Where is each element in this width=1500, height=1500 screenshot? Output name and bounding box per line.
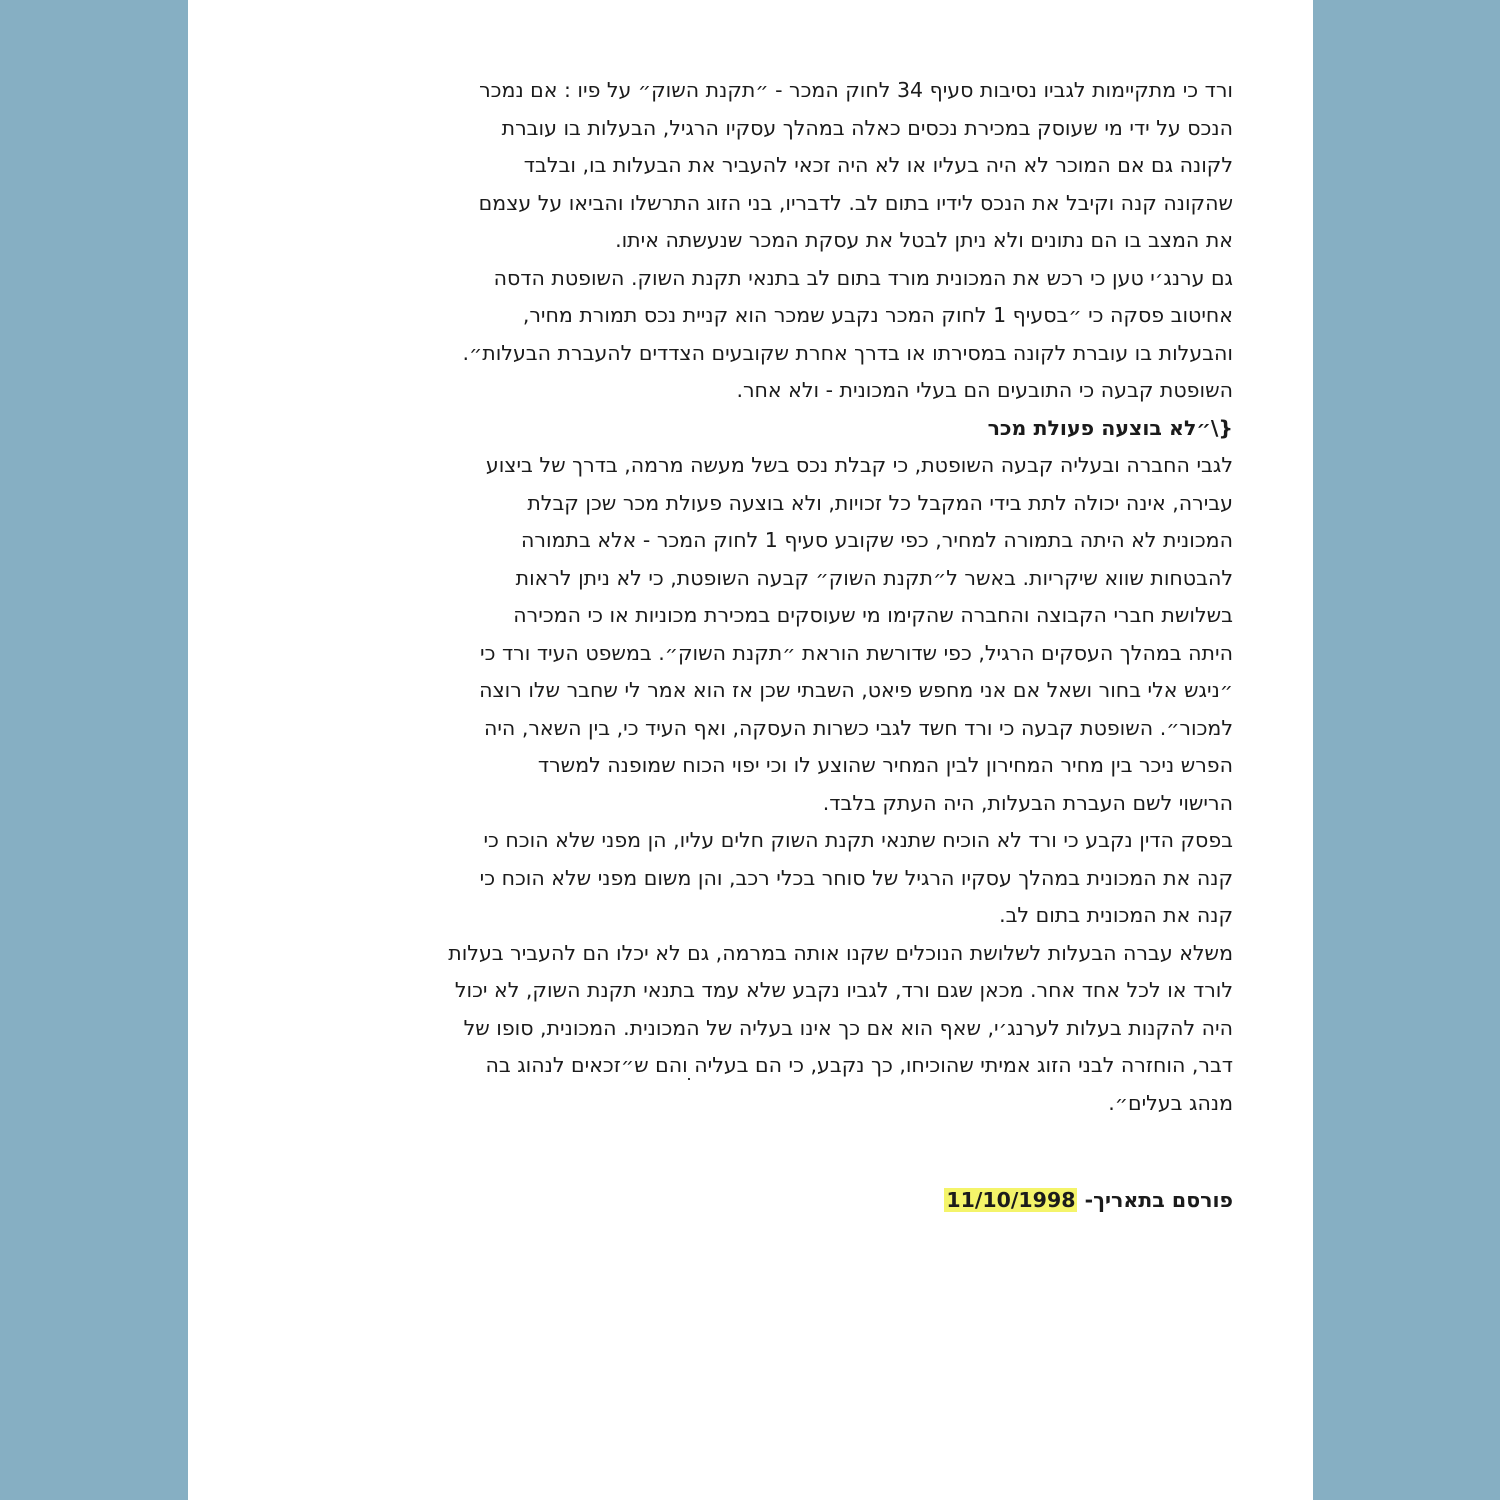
text-line: בפסק הדין נקבע כי ורד לא הוכיח שתנאי תקנת השוק חלים עליו, הן מפני שלא הוכח כי (483, 828, 1233, 852)
text-line: את המצב בו הם נתונים ולא ניתן לבטל את עסקת המכר שנעשתה איתו. (615, 228, 1233, 252)
text-line: היה להקנות בעלות לערנג׳י, שאף הוא אם כך אינו בעליה של המכונית. המכונית, סופו של (463, 1015, 1233, 1040)
text-line: אחיטוב פסקה כי ״בסעיף 1 לחוק המכר נקבע שמכר הוא קניית נכס תמורת מחיר, (522, 303, 1233, 327)
text-line: שהקונה קנה וקיבל את הנכס לידיו בתום לב. לדבריו, בני הזוג התרשלו והביאו על עצמם (478, 190, 1233, 215)
text-line: קנה את המכונית במהלך עסקיו הרגיל של סוחר בכלי רכב, והן משום מפני שלא הוכח כי (479, 865, 1233, 890)
text-line: דבר, הוחזרה לבני הזוג אמיתי שהוכיחו, כך נקבע, כי הם בעליה והם ש״זכאים לנהוג בה (485, 1053, 1233, 1077)
published-date-highlight: 11/10/1998 (946, 1188, 1076, 1212)
text-line: השופטת קבעה כי התובעים הם בעלי המכונית - ולא אחר. (736, 378, 1233, 402)
spacer (228, 1122, 1233, 1182)
text-line: היתה במהלך העסקים הרגיל, כפי שדורשת הוראת ״תקנת השוק״. במשפט העיד ורד כי (480, 640, 1233, 665)
published-label: פורסם בתאריך- (1084, 1188, 1233, 1212)
text-line: קנה את המכונית בתום לב. (999, 903, 1233, 927)
text-line: והבעלות בו עוברת לקונה במסירתו או בדרך אחרת שקובעים הצדדים להעברת הבעלות״. (462, 340, 1233, 365)
article-body (228, 72, 1233, 1220)
text-line: הרישוי לשם העברת הבעלות, היה העתק בלבד. (822, 790, 1233, 815)
text-line: עבירה, אינה יכולה לתת בידי המקבל כל זכויות, ולא בוצעה פעולת מכר שכן קבלת (527, 490, 1233, 515)
scan-speck (688, 1078, 690, 1080)
text-line: לקונה גם אם המוכר לא היה בעליו או לא היה זכאי להעביר את הבעלות בו, ובלבד (523, 153, 1233, 177)
scanned-page (188, 0, 1313, 1500)
section-heading: {\״לא בוצעה פעולת מכר (987, 415, 1233, 440)
text-line: להבטחות שווא שיקריות. באשר ל״תקנת השוק״ קבעה השופטת, כי לא ניתן לראות (515, 565, 1233, 590)
text-line: משלא עברה הבעלות לשלושת הנוכלים שקנו אותה במרמה, גם לא יכלו הם להעביר בעלות (448, 940, 1233, 965)
text-line: המכונית לא היתה בתמורה למחיר, כפי שקובע סעיף 1 לחוק המכר - אלא בתמורה (521, 528, 1233, 552)
text-line: ״ניגש אלי בחור ושאל אם אני מחפש פיאט, השבתי שכן אז הוא אמר לי שחבר שלו רוצה (479, 678, 1233, 702)
text-line: הנכס על ידי מי שעוסק במכירת נכסים כאלה במהלך עסקיו הרגיל, הבעלות בו עוברת (501, 115, 1233, 140)
text-line: לורד או לכל אחד אחר. מכאן שגם ורד, לגביו נקבע שלא עמד בתנאי תקנת השוק, לא יכול (454, 978, 1233, 1002)
text-line: גם ערנג׳י טען כי רכש את המכונית מורד בתום לב בתנאי תקנת השוק. השופטת הדסה (493, 265, 1233, 290)
text-line: ורד כי מתקיימות לגביו נסיבות סעיף 34 לחוק המכר - ״תקנת השוק״ על פיו : אם נמכר (479, 78, 1233, 102)
publication-footer (228, 1182, 1233, 1220)
text-line: מנהג בעלים״. (1108, 1090, 1233, 1115)
text-line: לגבי החברה ובעליה קבעה השופטת, כי קבלת נכס בשל מעשה מרמה, בדרך של ביצוע (485, 453, 1233, 477)
text-line: למכור״. השופטת קבעה כי ורד חשד לגבי כשרות העסקה, ואף העיד כי, בין השאר, היה (483, 715, 1233, 740)
text-line: הפרש ניכר בין מחיר המחירון לבין המחיר שהוצע לו וכי יפוי הכוח שמופנה למשרד (537, 753, 1233, 777)
text-line: בשלושת חברי הקבוצה והחברה שהקימו מי שעוסקים במכירת מכוניות או כי המכירה (513, 603, 1233, 627)
